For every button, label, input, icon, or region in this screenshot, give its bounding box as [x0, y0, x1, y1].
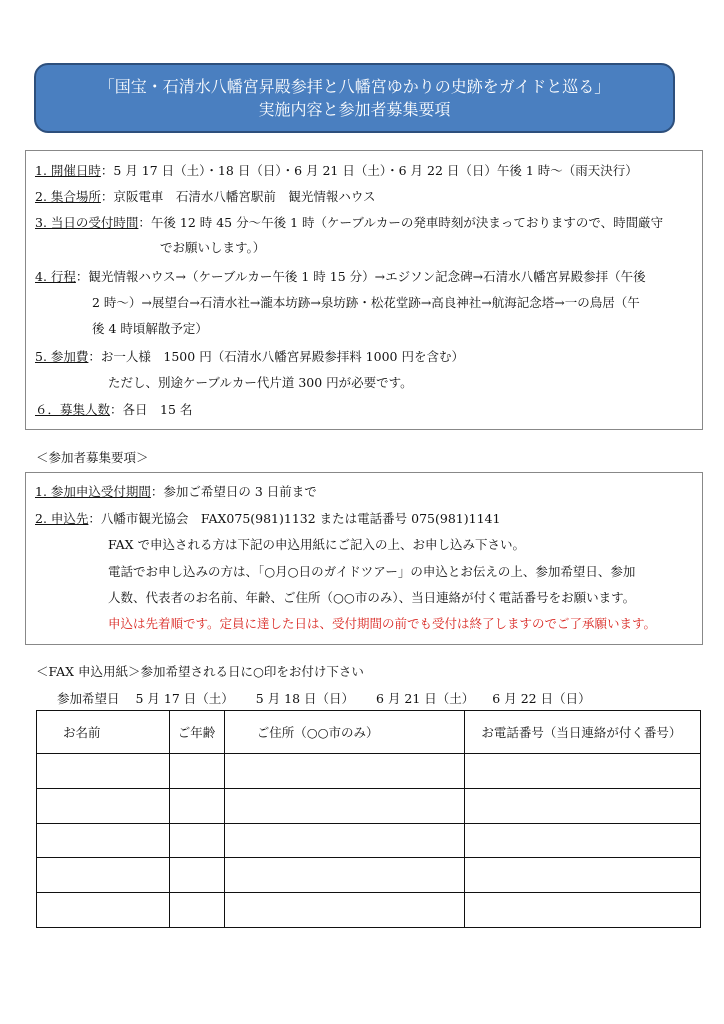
period-label: 1. 参加申込受付期間: [35, 484, 151, 499]
title-line-1: 「国宝・石清水八幡宮昇殿参拝と八幡宮ゆかりの史跡をガイドと巡る」: [98, 77, 611, 96]
table-header-row: [37, 711, 701, 754]
table-row: [37, 893, 701, 928]
phone-cell[interactable]: [465, 754, 701, 789]
itinerary-line-1: ：観光情報ハウス→（ケーブルカー午後 1 時 15 分）→エジソン記念碑→石清水八幡宮昇殿参拝（午後: [75, 269, 646, 284]
preferred-dates-label: 参加希望日: [57, 691, 120, 706]
capacity-value: ：各日 15 名: [110, 402, 193, 417]
fee-row: [35, 348, 464, 366]
fee-value: ：お一人様 1500 円（石清水八幡宮昇殿参拝料 1000 円を含む）: [88, 349, 464, 364]
date-option[interactable]: 5 月 17 日（土）: [135, 691, 234, 706]
address-cell[interactable]: [224, 893, 465, 928]
place-value: ：京阪電車 石清水八幡宮駅前 観光情報ハウス: [100, 189, 376, 204]
itinerary-label: 4. 行程: [35, 269, 76, 284]
fee-note: ただし、別途ケーブルカー代片道 300 円が必要です。: [108, 375, 413, 390]
tel-note-2: 人数、代表者のお名前、年齢、ご住所（○○市のみ）、当日連絡が付く電話番号をお願います。: [108, 590, 636, 605]
age-cell[interactable]: [169, 823, 224, 858]
first-come-notice: 申込は先着順です。定員に達した日は、受付期間の前でも受付は終了しますのでご了承願います。: [108, 616, 657, 631]
address-cell[interactable]: [224, 858, 465, 893]
dates-row: [35, 162, 638, 180]
period-row: [35, 483, 317, 501]
dates-label: 1. 開催日時: [35, 163, 101, 178]
column-header-name: お名前: [37, 711, 170, 754]
dates-value: ：5 月 17 日（土）・18 日（日）・6 月 21 日（土）・6 月 22 日（日）午後 1 時～（雨天決行）: [100, 163, 638, 178]
date-option[interactable]: 6 月 22 日（日）: [492, 691, 591, 706]
table-row: [37, 823, 701, 858]
address-cell[interactable]: [224, 788, 465, 823]
column-header-phone: お電話番号（当日連絡が付く番号）: [465, 711, 701, 754]
phone-cell[interactable]: [465, 823, 701, 858]
name-cell[interactable]: [37, 858, 170, 893]
name-cell[interactable]: [37, 823, 170, 858]
event-details-box: [25, 150, 703, 430]
reception-label: 3. 当日の受付時間: [35, 215, 139, 230]
name-cell[interactable]: [37, 788, 170, 823]
apply-value: ：八幡市観光協会 FAX075(981)1132 または電話番号 075(981)1141: [88, 511, 501, 526]
itinerary-line-2: 2 時～）→展望台→石清水社→瀧本坊跡→泉坊跡・松花堂跡→高良神社→航海記念塔→一の鳥居（午: [92, 295, 640, 310]
reception-value: ：午後 12 時 45 分～午後 1 時（ケーブルカーの発車時刻が決まっておりますので、時間厳守: [138, 215, 664, 230]
reception-cont: でお願いします。）: [160, 240, 266, 255]
column-header-address: ご住所（○○市のみ）: [224, 711, 465, 754]
table-row: [37, 858, 701, 893]
name-cell[interactable]: [37, 893, 170, 928]
age-cell[interactable]: [169, 754, 224, 789]
fax-application-table: [36, 710, 701, 928]
table-row: [37, 788, 701, 823]
apply-row: [35, 510, 500, 528]
place-label: 2. 集合場所: [35, 189, 101, 204]
date-option[interactable]: 5 月 18 日（日）: [255, 691, 355, 706]
application-box: [25, 472, 703, 645]
age-cell[interactable]: [169, 893, 224, 928]
period-value: ：参加ご希望日の 3 日前まで: [150, 484, 317, 499]
apply-label: 2. 申込先: [35, 511, 89, 526]
age-cell[interactable]: [169, 858, 224, 893]
capacity-label: ６．募集人数: [35, 402, 111, 417]
itinerary-line-3: 後 4 時頃解散予定）: [92, 321, 208, 336]
title-banner: [34, 63, 675, 133]
preferred-dates-row: [57, 689, 591, 707]
fax-form-heading: ＜FAX 申込用紙＞参加希望される日に○印をお付け下さい: [36, 664, 364, 679]
name-cell[interactable]: [37, 754, 170, 789]
phone-cell[interactable]: [465, 788, 701, 823]
fee-label: 5. 参加費: [35, 349, 89, 364]
phone-cell[interactable]: [465, 893, 701, 928]
recruitment-heading: ＜参加者募集要項＞: [36, 450, 149, 465]
itinerary-row: [35, 268, 646, 286]
title-line-2: 実施内容と参加者募集要項: [258, 100, 451, 119]
table-row: [37, 754, 701, 789]
address-cell[interactable]: [224, 823, 465, 858]
fax-note: FAX で申込される方は下記の申込用紙にご記入の上、お申し込み下さい。: [108, 537, 525, 552]
reception-row: [35, 214, 663, 232]
date-option[interactable]: 6 月 21 日（土）: [376, 691, 475, 706]
place-row: [35, 188, 376, 206]
age-cell[interactable]: [169, 788, 224, 823]
phone-cell[interactable]: [465, 858, 701, 893]
tel-note-1: 電話でお申し込みの方は、「○月○日のガイドツアー」の申込とお伝えの上、参加希望日、参加: [108, 564, 636, 579]
column-header-age: ご年齢: [169, 711, 224, 754]
address-cell[interactable]: [224, 754, 465, 789]
capacity-row: [35, 401, 192, 419]
